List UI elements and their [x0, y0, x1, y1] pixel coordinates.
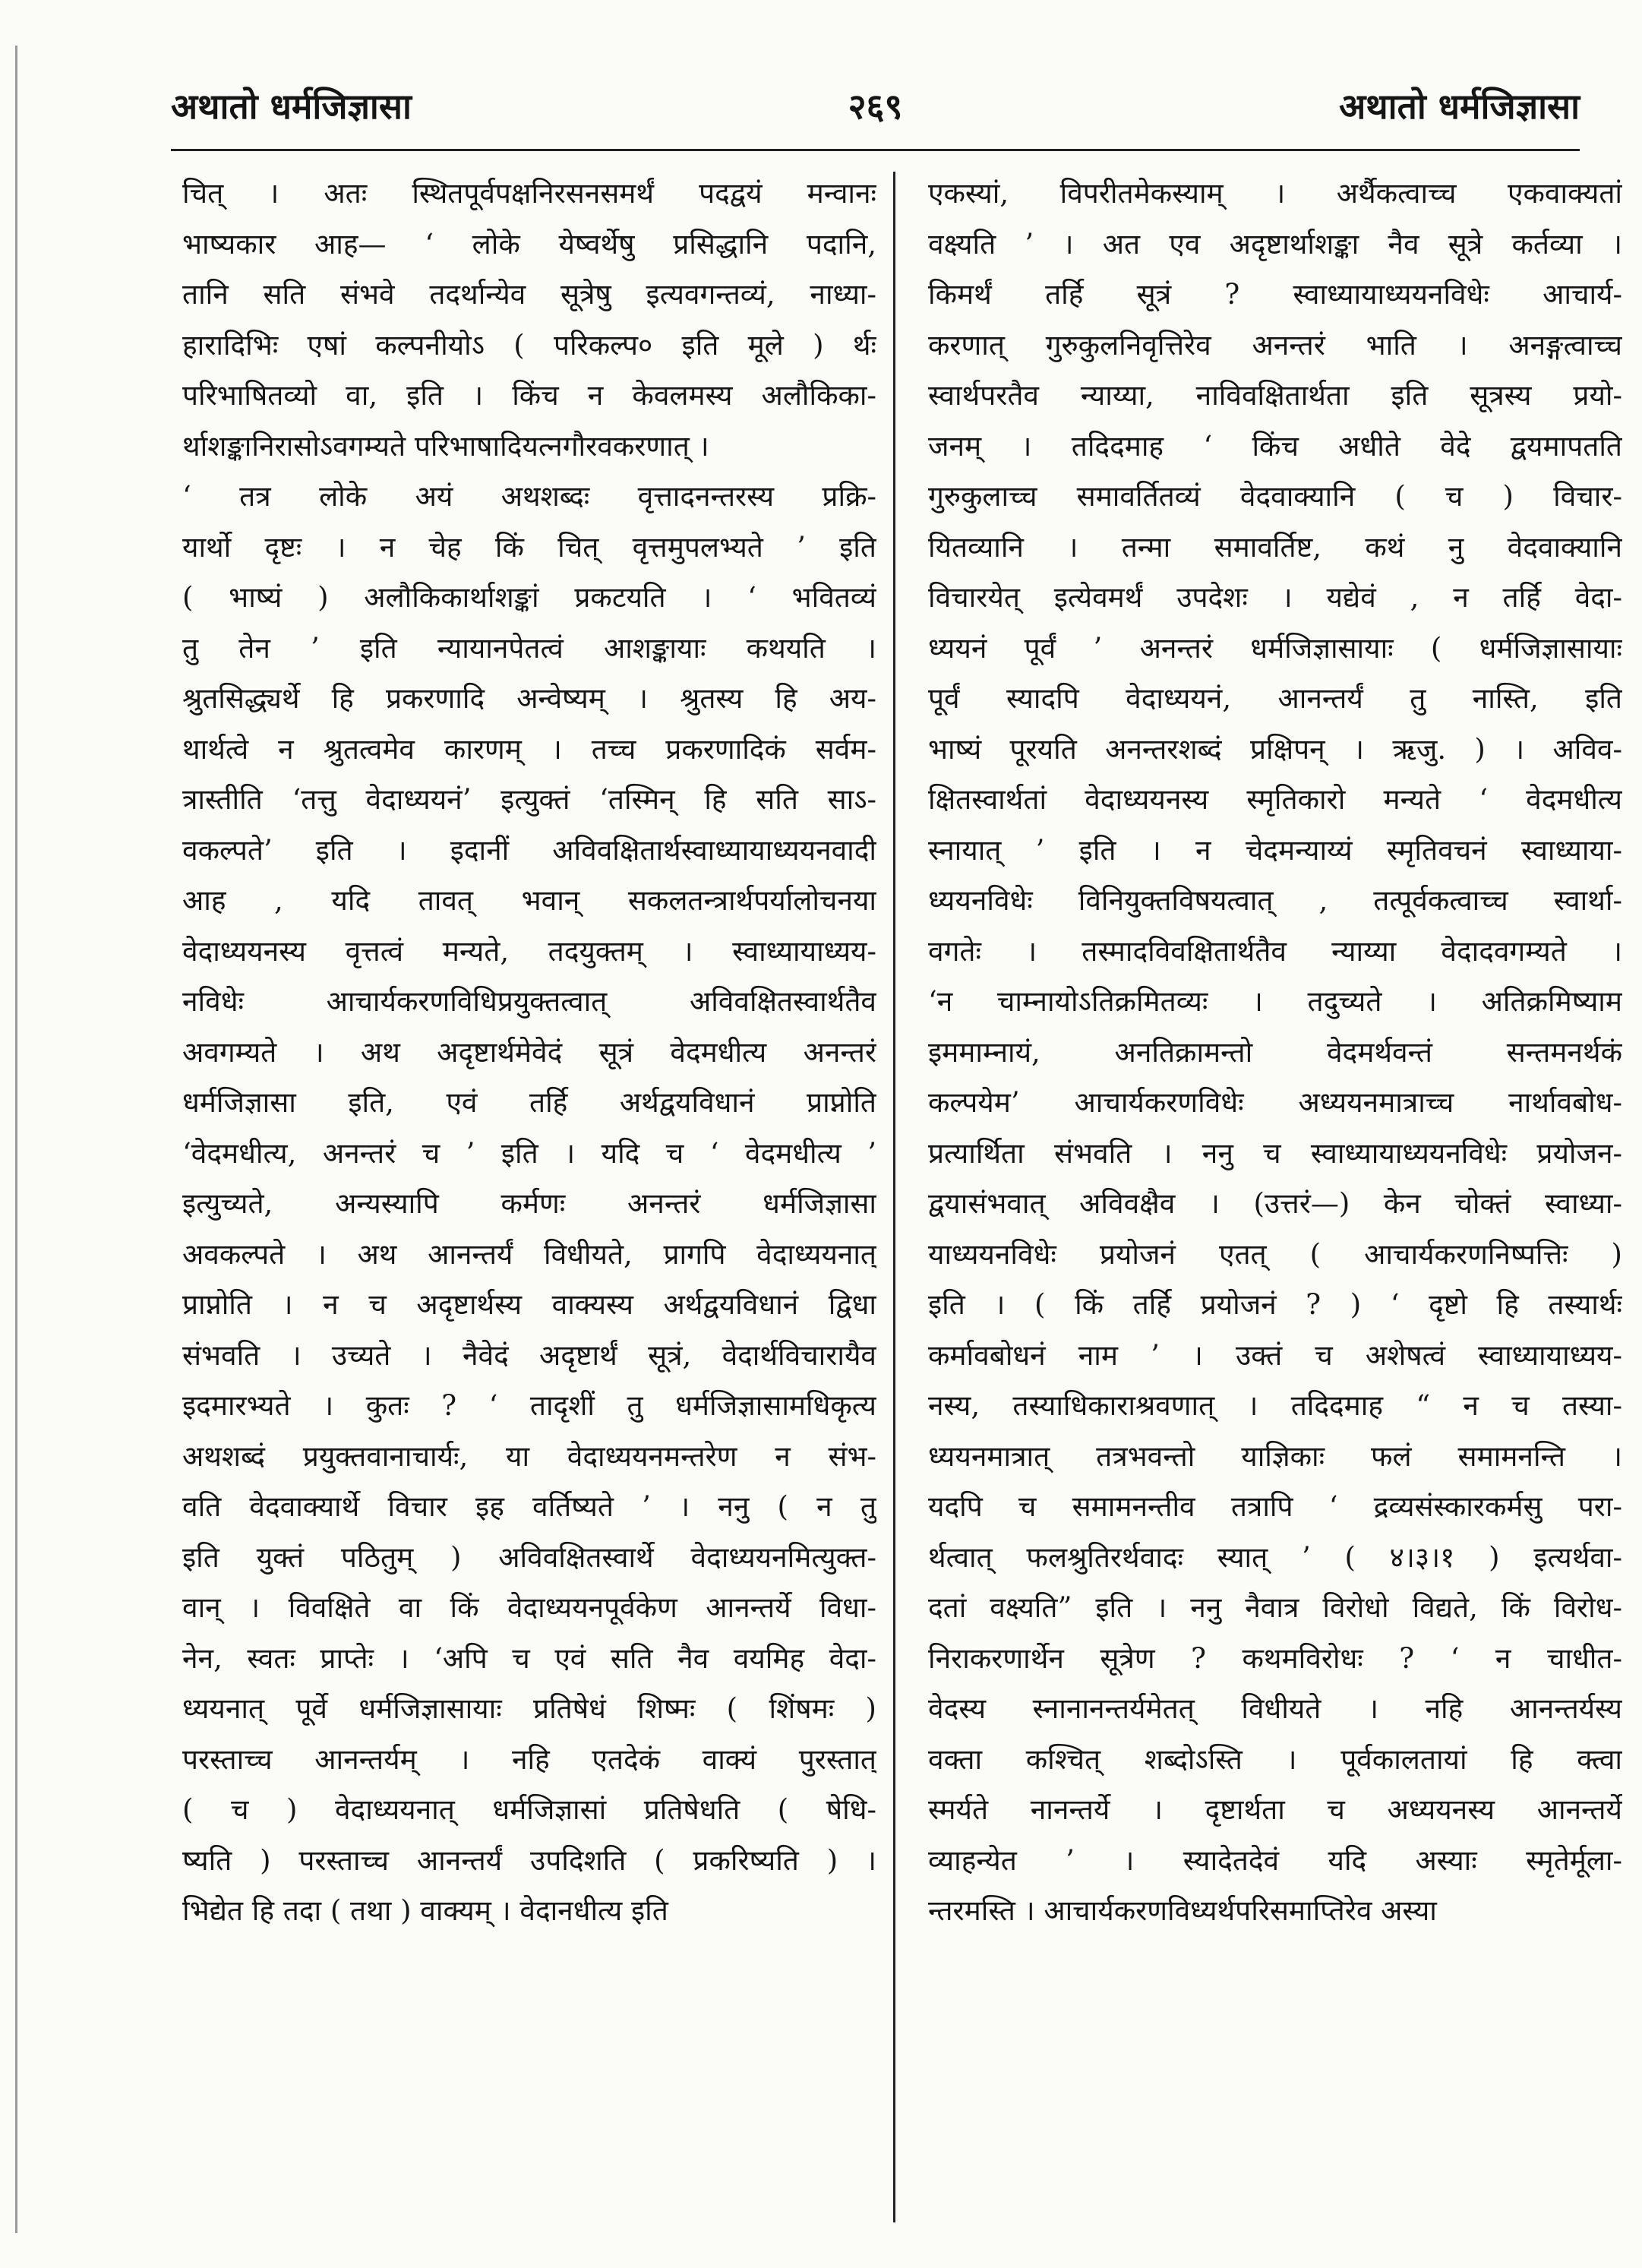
right-column-line: प्रत्यार्थिता संभवति । ननु च स्वाध्यायाध्ययनविधेः प्रयोजन-: [928, 1136, 1622, 1170]
left-column: [182, 169, 876, 1937]
right-column-line: निराकरणार्थेन सूत्रेण ? कथमविरोधः ? ‘ न चाधीत-: [928, 1641, 1622, 1675]
right-column-line: न्तरमस्ति । आचार्यकरणविध्यर्थपरिसमाप्तिरेव अस्या: [928, 1894, 1437, 1927]
right-column-line: क्षितस्वार्थतां वेदाध्ययनस्य स्मृतिकारो मन्यते ‘ वेदमधीत्य: [928, 783, 1622, 816]
right-column-line: ध्ययनमात्रात् तत्रभवन्तो याज्ञिकाः फलं समामनन्ति ।: [928, 1439, 1622, 1473]
right-column-line: व्याहन्येत ’ । स्यादेतदेवं यदि अस्याः स्मृतेर्मूला-: [928, 1843, 1622, 1877]
left-column-line: ‘वेदमधीत्य, अनन्तरं च ’ इति । यदि च ‘ वेदमधीत्य ’: [182, 1136, 876, 1170]
left-column-line: ध्ययनात् पूर्वे धर्मजिज्ञासायाः प्रतिषेधं शिष्मः ( शिंषमः ): [182, 1692, 876, 1725]
right-column-line: याध्ययनविधेः प्रयोजनं एतत् ( आचार्यकरणनिष्पत्तिः ): [928, 1237, 1622, 1271]
right-column-line: करणात् गुरुकुलनिवृत्तिरेव अनन्तरं भाति । अनङ्गत्वाच्च: [928, 328, 1622, 362]
left-column-line: अथशब्दं प्रयुक्तवानाचार्यः, या वेदाध्ययनमन्तरेण न संभ-: [182, 1439, 876, 1473]
right-column-line: यितव्यानि । तन्मा समावर्तिष्ट, कथं नु वेदवाक्यानि: [928, 530, 1622, 564]
right-column-line: र्थत्वात् फलश्रुतिरर्थवादः स्यात् ’ ( ४।३।१ ) इत्यर्थवा-: [928, 1540, 1622, 1574]
right-column-line: ध्ययनविधेः विनियुक्तविषयत्वात् , तत्पूर्वकत्वाच्च स्वार्था-: [928, 884, 1622, 917]
left-column-line: अवकल्पते । अथ आनन्तर्यं विधीयते, प्रागपि वेदाध्ययनात्: [182, 1237, 876, 1271]
column-divider: [893, 172, 895, 2222]
header-rule: [171, 149, 1580, 151]
left-column-line: ( च ) वेदाध्ययनात् धर्मजिज्ञासां प्रतिषेधति ( षेधि-: [182, 1793, 876, 1826]
left-column-line: थार्थत्वे न श्रुतत्वमेव कारणम् । तच्च प्रकरणादिकं सर्वम-: [182, 732, 876, 766]
right-column-line: यदपि च समामनन्तीव तत्रापि ‘ द्रव्यसंस्कारकर्मसु परा-: [928, 1490, 1622, 1523]
right-column-line: द्वयासंभवात् अविवक्षैव । (उत्तरं—) केन चोक्तं स्वाध्या-: [928, 1187, 1622, 1220]
right-column-line: किमर्थं तर्हि सूत्रं ? स्वाध्यायाध्ययनविधेः आचार्य-: [928, 278, 1622, 311]
left-column-line: भिद्येत हि तदा ( तथा ) वाक्यम् । वेदानधीत्य इति: [182, 1894, 668, 1927]
left-column-line: ष्यति ) परस्ताच्च आनन्तर्यं उपदिशति ( प्रकरिष्यति ) ।: [182, 1843, 876, 1877]
left-column-line: वति वेदवाक्यार्थे विचार इह वर्तिष्यते ’ । ननु ( न तु: [182, 1490, 876, 1523]
right-column-line: वक्ष्यति ’ । अत एव अदृष्टार्थाशङ्का नैव सूत्रे कर्तव्या ।: [928, 227, 1622, 261]
right-column-line: भाष्यं पूरयति अनन्तरशब्दं प्रक्षिपन् । ऋजु. ) । अविव-: [928, 732, 1622, 766]
left-column-line: इत्युच्यते, अन्यस्यापि कर्मणः अनन्तरं धर्मजिज्ञासा: [182, 1187, 876, 1220]
left-column-line: श्रुतसिद्ध्यर्थे हि प्रकरणादि अन्वेष्यम् । श्रुतस्य हि अय-: [182, 682, 876, 715]
left-column-line: हारादिभिः एषां कल्पनीयोऽ ( परिकल्प० इति मूले ) र्थः: [182, 328, 876, 362]
left-column-line: त्रास्तीति ‘तत्तु वेदाध्ययनं’ इत्युक्तं ‘तस्मिन् हि सति साऽ-: [182, 783, 876, 816]
left-column-line: र्थाशङ्कानिरासोऽवगम्यते परिभाषादियत्नगौरवकरणात् ।: [182, 429, 709, 463]
left-column-line: अवगम्यते । अथ अदृष्टार्थमेवेदं सूत्रं वेदमधीत्य अनन्तरं: [182, 1035, 876, 1069]
right-column-line: स्वार्थपरतैव न्याय्या, नाविवक्षितार्थता इति सूत्रस्य प्रयो-: [928, 379, 1622, 412]
right-column-line: ‘न चाम्नायोऽतिक्रमितव्यः । तदुच्यते । अतिक्रमिष्याम: [928, 985, 1622, 1018]
left-column-line: भाष्यकार आह— ‘ लोके येष्वर्थेषु प्रसिद्धानि पदानि,: [182, 227, 876, 261]
right-column-line: ध्ययनं पूर्वं ’ अनन्तरं धर्मजिज्ञासायाः ( धर्मजिज्ञासायाः: [928, 631, 1622, 665]
page-number: २६९: [848, 86, 903, 127]
right-column-line: कल्पयेम’ आचार्यकरणविधेः अध्ययनमात्राच्च नार्थावबोध-: [928, 1086, 1622, 1119]
left-column-line: प्राप्नोति । न च अदृष्टार्थस्य वाक्यस्य अर्थद्वयविधानं द्विधा: [182, 1288, 876, 1321]
left-column-line: वकल्पते’ इति । इदानीं अविवक्षितार्थस्वाध्यायाध्ययनवादी: [182, 833, 876, 867]
left-column-line: यार्थो दृष्टः । न चेह किं चित् वृत्तमुपलभ्यते ’ इति: [182, 530, 876, 564]
left-column-line: धर्मजिज्ञासा इति, एवं तर्हि अर्थद्वयविधानं प्राप्नोति: [182, 1086, 876, 1119]
left-column-line: ( भाष्यं ) अलौकिकार्थाशङ्कां प्रकटयति । ‘ भवितव्यं: [182, 581, 876, 614]
left-column-line: संभवति । उच्यते । नैवेदं अदृष्टार्थं सूत्रं, वेदार्थविचारायैव: [182, 1338, 876, 1372]
right-column-line: वगतेः । तस्मादविवक्षितार्थतैव न्याय्या वेदादवगम्यते ।: [928, 934, 1622, 968]
left-column-line: नविधेः आचार्यकरणविधिप्रयुक्तत्वात् अविवक्षितस्वार्थतैव: [182, 985, 876, 1018]
right-column-line: गुरुकुलाच्च समावर्तितव्यं वेदवाक्यानि ( च ) विचार-: [928, 480, 1622, 513]
left-column-line: इति युक्तं पठितुम् ) अविवक्षितस्वार्थे वेदाध्ययनमित्युक्त-: [182, 1540, 876, 1574]
left-column-line: नेन, स्वतः प्राप्तेः । ‘अपि च एवं सति नैव वयमिह वेदा-: [182, 1641, 876, 1675]
right-column-line: पूर्वं स्यादपि वेदाध्ययनं, आनन्तर्यं तु नास्ति, इति: [928, 682, 1622, 715]
right-column-line: वेदस्य स्नानानन्तर्यमेतत् विधीयते । नहि आनन्तर्यस्य: [928, 1692, 1622, 1725]
left-column-line: परस्ताच्च आनन्तर्यम् । नहि एतदेकं वाक्यं पुरस्तात्: [182, 1742, 876, 1776]
header-title-left: अथातो धर्मजिज्ञासा: [171, 86, 412, 127]
left-column-line: वेदाध्ययनस्य वृत्तत्वं मन्यते, तदयुक्तम् । स्वाध्यायाध्यय-: [182, 934, 876, 968]
right-column-line: स्नायात् ’ इति । न चेदमन्याय्यं स्मृतिवचनं स्वाध्याया-: [928, 833, 1622, 867]
left-column-line: तु तेन ’ इति न्यायानपेतत्वं आशङ्कायाः कथयति ।: [182, 631, 876, 665]
binding-margin-line: [15, 46, 17, 2233]
left-column-line: वान् । विवक्षिते वा किं वेदाध्ययनपूर्वकेण आनन्तर्ये विधा-: [182, 1591, 876, 1624]
left-column-line: ‘ तत्र लोके अयं अथशब्दः वृत्तादनन्तरस्य प्रक्रि-: [182, 480, 876, 513]
right-column-line: इममाम्नायं, अनतिक्रामन्तो वेदमर्थवन्तं सन्तमनर्थकं: [928, 1035, 1622, 1069]
right-column-line: दतां वक्ष्यति” इति । ननु नैवात्र विरोधो विद्यते, किं विरोध-: [928, 1591, 1622, 1624]
right-column: [928, 169, 1622, 1937]
left-column-line: तानि सति संभवे तदर्थान्येव सूत्रेषु इत्यवगन्तव्यं, नाध्या-: [182, 278, 876, 311]
running-header: [171, 80, 1580, 133]
header-title-right: अथातो धर्मजिज्ञासा: [1339, 86, 1580, 127]
right-column-line: नस्य, तस्याधिकाराश्रवणात् । तदिदमाह “ न च तस्या-: [928, 1389, 1622, 1422]
right-column-line: स्मर्यते नानन्तर्ये । दृष्टार्थता च अध्ययनस्य आनन्तर्ये: [928, 1793, 1622, 1826]
left-column-line: आह , यदि तावत् भवान् सकलतन्त्रार्थपर्यालोचनया: [182, 884, 876, 917]
right-column-line: जनम् । तदिदमाह ‘ किंच अधीते वेदे द्वयमापतति: [928, 429, 1622, 463]
right-column-line: विचारयेत् इत्येवमर्थं उपदेशः । यद्येवं , न तर्हि वेदा-: [928, 581, 1622, 614]
right-column-line: वक्ता कश्चित् शब्दोऽस्ति । पूर्वकालतायां हि क्त्वा: [928, 1742, 1622, 1776]
right-column-line: एकस्यां, विपरीतमेकस्याम् । अर्थैकत्वाच्च एकवाक्यतां: [928, 177, 1622, 210]
right-column-line: कर्मावबोधनं नाम ’ । उक्तं च अशेषत्वं स्वाध्यायाध्यय-: [928, 1338, 1622, 1372]
left-column-line: इदमारभ्यते । कुतः ? ‘ तादृशीं तु धर्मजिज्ञासामधिकृत्य: [182, 1389, 876, 1422]
left-column-line: चित् । अतः स्थितपूर्वपक्षनिरसनसमर्थं पदद्वयं मन्वानः: [182, 177, 876, 210]
left-column-line: परिभाषितव्यो वा, इति । किंच न केवलमस्य अलौकिका-: [182, 379, 876, 412]
right-column-line: इति । ( किं तर्हि प्रयोजनं ? ) ‘ दृष्टो हि तस्यार्थः: [928, 1288, 1622, 1321]
